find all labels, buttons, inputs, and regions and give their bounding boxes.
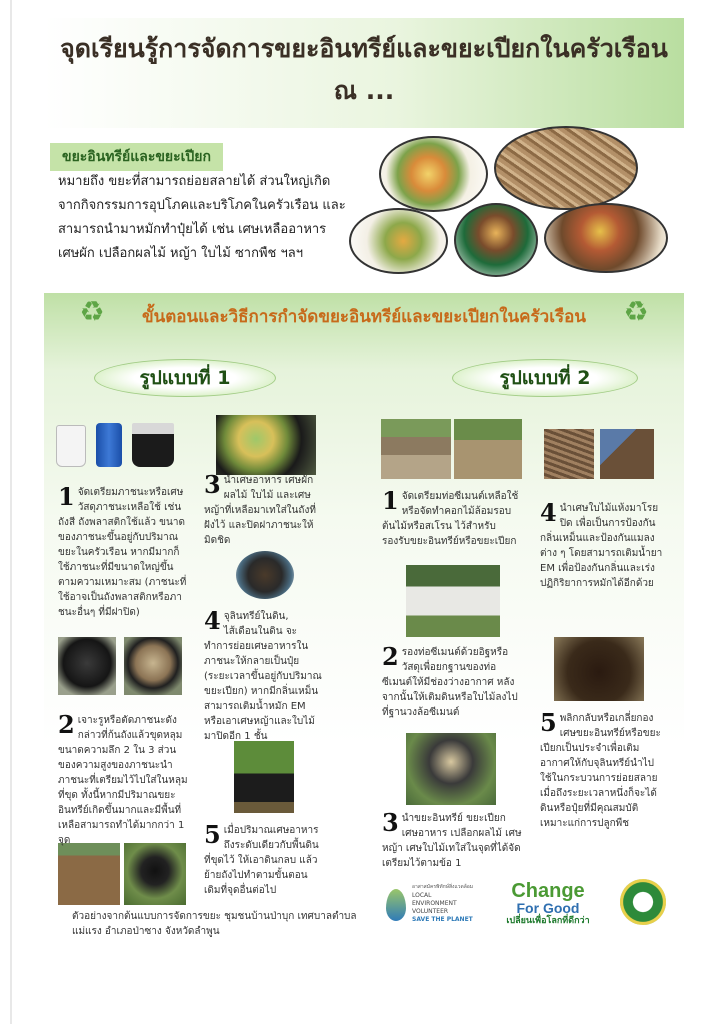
dry-leaves-cover-photo (544, 429, 594, 479)
lev-line-3: VOLUNTEER (412, 908, 449, 915)
shovel-digging-photo (58, 843, 120, 905)
buried-bin-photo (124, 843, 186, 905)
step-text: นำขยะอินทรีย์ ขยะเปียก เศษอาหาร เปลือกผลไม้ เศษหญ้า เศษใบไม้เทใส่ในจุดที่ได้จัดเตรียมไว้ตามข้อ 1 (382, 813, 522, 869)
pouring-waste-photo (406, 733, 496, 805)
bin-under-tree-photo (234, 741, 294, 813)
steps-panel (44, 293, 684, 938)
step-text: รองท่อซีเมนต์ด้วยอิฐหรือวัสดุเพื่อยกฐานของท่อซีเมนต์ให้มีช่องว่างอากาศ หลังจากนั้นให้เติมดินหรือใบไม้ลงไปที่ฐานวงล้อซีเมนต์ (382, 647, 518, 718)
food-waste-plate-photo (379, 136, 488, 212)
step-number: 4 (204, 606, 221, 635)
change-for-good-logo (492, 881, 604, 933)
intro-text: หมายถึง ขยะที่สามารถย่อยสลายได้ ส่วนใหญ่เกิดจากกิจกรรมการอุปโภคและบริโภคในครัวเรือน และสามารถนำมาหมักทำปุ๋ยได้ เช่น เศษเหลืออาหาร เศษผัก เปลือกผลไม้ หญ้า ใบไม้ ซากพืช ฯลฯ (58, 174, 346, 261)
model-1-step-4 (204, 606, 324, 744)
model-2-label: รูปแบบที่ 2 (452, 359, 638, 397)
steps-title: ขั้นตอนและวิธีการกำจัดขยะอินทรีย์และขยะเปียกในครัวเรือน (141, 307, 586, 327)
recycle-icon-right: ♻ (623, 295, 649, 328)
model-2-step-2 (382, 642, 522, 720)
vegetable-scraps-bin-photo (216, 415, 316, 475)
decomposing-waste-photo (236, 551, 294, 599)
model-2-step-5 (540, 708, 664, 831)
model-2-step-3 (382, 808, 522, 871)
step-number: 5 (540, 708, 557, 737)
lev-small-text: อาสาสมัครพิทักษ์สิ่งแวดล้อม (412, 884, 474, 890)
black-bin-photo (132, 423, 174, 467)
cfg-thai: เปลี่ยนเพื่อโลกที่ดีกว่า (506, 916, 590, 926)
step-number: 2 (58, 710, 75, 739)
intro-heading: ขยะอินทรีย์และขยะเปียก (50, 143, 223, 171)
page-title (54, 28, 674, 112)
model-1-label: รูปแบบที่ 1 (94, 359, 276, 397)
cement-pipe-prep-photo (381, 419, 451, 479)
step-text: เจาะรูหรือตัดภาชนะดังกล่าวที่ก้นถังแล้วขุดหลุมขนาดความลึก 2 ใน 3 ส่วนของความสูงของภาชนะนำภาชนะที่เตรียมไว้ไปใส่ในหลุมที่ขุด ทั้งนี้หากมีปริมาณขยะอินทรีย์เกิดขึ้นมากและมีพื้นที่เหลือสามารถทำได้มากกว่า 1 จุด (58, 715, 188, 846)
page-edge (10, 0, 12, 1024)
poster (44, 18, 684, 938)
model-1-step-2 (58, 710, 188, 848)
title-line-1: จุดเรียนรู้การจัดการขยะอินทรีย์และขยะเปียกในครัวเรือน (60, 34, 668, 63)
hole-with-waste-photo (124, 637, 182, 695)
peels-in-hand-photo (349, 208, 448, 274)
dry-leaves-photo (494, 126, 638, 210)
model-2-step-1 (382, 486, 522, 549)
lev-line-4: SAVE THE PLANET (412, 916, 473, 923)
step-number: 5 (204, 820, 221, 849)
model-2-step-4 (540, 498, 664, 591)
local-environment-volunteer-logo (386, 883, 496, 935)
blue-barrel-photo (96, 423, 122, 467)
step-text: พลิกกลับหรือเกลี่ยกองเศษขยะอินทรีย์หรือขยะเปียกเป็นประจำเพื่อเติมอากาศให้กับจุลินทรีย์นำไปใช้ในกระบวนการย่อยสลาย เมื่อถึงระยะเวลาหนึ่งก็จะได้ดินหรือปุ๋ยที่มีคุณสมบัติเหมาะแก่การปลูกพืช (540, 713, 661, 829)
drop-icon (386, 889, 406, 921)
source-footnote: ตัวอย่างจากต้นแบบการจัดการขยะ ชุมชนบ้านป่าบุก เทศบาลตำบลแม่แรง อำเภอป่าซาง จังหวัดลำพูน (72, 911, 357, 937)
em-pouring-photo (600, 429, 654, 479)
step-text: นำเศษใบไม้แห้งมาโรยปิด เพื่อเป็นการป้องกันกลิ่นเหม็นและป้องกันแมลงต่าง ๆ โดยสามารถเติมน้ำยา EM เพื่อป้องกันกลิ่นและเร่งปฏิกิริยาการหมักได้อีกด้วย (540, 503, 663, 589)
government-seal-logo (620, 879, 666, 925)
step-number: 3 (382, 808, 399, 837)
white-bucket-photo (56, 425, 86, 467)
step-number: 2 (382, 642, 399, 671)
recycle-icon-left: ♻ (79, 295, 105, 328)
model-1-step-3 (204, 470, 324, 548)
cfg-line-2: For Good (516, 900, 580, 916)
wooden-pen-photo (454, 419, 522, 479)
step-number: 3 (204, 470, 221, 499)
lev-line-2: ENVIRONMENT (412, 900, 457, 907)
step-text: จัดเตรียมภาชนะหรือเศษวัสดุภาชนะเหลือใช้ เช่น ถังสี ถังพลาสติกใช้แล้ว ขนาดของภาชนะขึ้นอยู่กับปริมาณขยะในครัวเรือน หากมีมากก็ใช้ภาชนะที่มีขนาดใหญ่ขึ้นตามความเหมาะสม (ภาชนะที่ใช้อาจเป็นถังพลาสติกหรือภาชนะอื่นๆ ที่มีฝาปิด) (58, 487, 187, 618)
title-line-2: ณ ... (333, 76, 395, 105)
step-text: นำเศษอาหาร เศษผัก ผลไม้ ใบไม้ และเศษหญ้าที่เหลือมาเทใส่ในถังที่ฝังไว้ และปิดฝาภาชนะให้มิดชิด (204, 475, 316, 546)
bin-in-hole-photo (58, 637, 116, 695)
compost-pile-photo (544, 203, 668, 273)
cfg-line-1: Change (511, 880, 585, 902)
step-text: จัดเตรียมท่อซีเมนต์เหลือใช้หรือจัดทำคอกไม้ล้อมรอบต้นไม้หรือสเโรน ไว้สำหรับรองรับขยะอินทรีย์หรือขยะเปียก (382, 491, 519, 547)
step-text: เมื่อปริมาณเศษอาหารถึงระดับเดียวกับพื้นดินที่ขุดไว้ ให้เอาดินกลบ แล้วย้ายถังไปทำตามขั้นตอนเดิมที่จุดอื่นต่อไป (204, 825, 319, 896)
step-text: จุลินทรีย์ในดิน, ไส้เดือนในดิน จะทำการย่อยเศษอาหารในภาชนะให้กลายเป็นปุ๋ย (ระยะเวลาขึ้นอยู่กับปริมาณขยะเปียก) หากมีกลิ่นเหม็นสามารถเติมน้ำหมัก EM หรือเอาเศษหญ้าและใบไม้มาปิดอีก 1 ชั้น (204, 611, 322, 742)
model-1-step-1 (58, 482, 190, 620)
step-number: 4 (540, 498, 557, 527)
step-number: 1 (58, 482, 75, 511)
step-number: 1 (382, 486, 399, 515)
green-bin-photo (454, 203, 538, 277)
turning-compost-photo (554, 637, 644, 701)
lev-line-1: LOCAL (412, 892, 432, 899)
cement-ring-base-photo (406, 565, 500, 637)
model-1-step-5 (204, 820, 324, 898)
